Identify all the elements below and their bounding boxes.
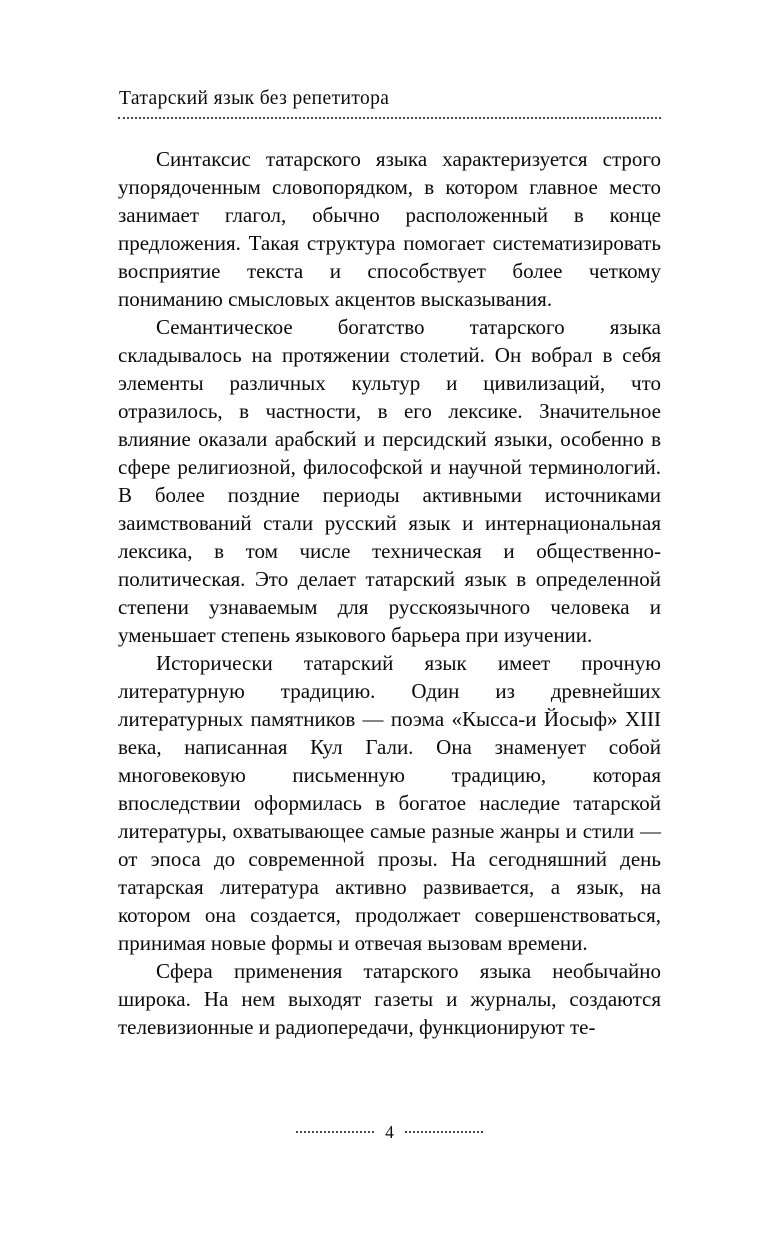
footer-dots-right (405, 1131, 483, 1133)
paragraph-semantics: Семантическое богатство татарского языка складывалось на протяжении столетий. Он вобрал в себя элементы различных культур и цивилизаций, что отразилось, в частности, в его лексике. Значительное влияние оказали арабский и персидский языки, особенно в сфере религиозной, философской и научной терминологий. В более поздние периоды активными источниками заимствований стали русский язык и интернациональная лексика, в том числе техническая и общественно-политическая. Это делает татарский язык в определенной степени узнаваемым для русскоязычного человека и уменьшает степень языкового барьера при изучении. (118, 315, 661, 647)
header-title: Татарский язык без репетитора (119, 88, 390, 109)
page-body (118, 145, 661, 1041)
running-header (118, 88, 661, 119)
paragraph-syntax: Синтаксис татарского языка характеризуется строго упорядоченным словопорядком, в котором главное место занимает глагол, обычно расположенный в конце предложения. Такая структура помогает систематизировать восприятие текста и способствует более четкому пониманию смысловых акцентов высказывания. (118, 147, 661, 311)
header-dotted-rule (118, 117, 661, 119)
page-number: 4 (385, 1122, 394, 1142)
text-column (118, 88, 661, 1041)
page-footer (118, 1122, 661, 1143)
paragraph-usage-sphere: Сфера применения татарского языка необычайно широка. На нем выходят газеты и журналы, создаются телевизионные и радиопередачи, функционируют те- (118, 959, 661, 1039)
paragraph-literary-tradition: Исторически татарский язык имеет прочную литературную традицию. Один из древнейших литературных памятников — поэма «Кысса-и Йосыф» XIII века, написанная Кул Гали. Она знаменует собой многовековую письменную традицию, которая впоследствии оформилась в богатое наследие татарской литературы, охватывающее самые разные жанры и стили — от эпоса до современной прозы. На сегодняшний день татарская литература активно развивается, а язык, на котором она создается, продолжает совершенствоваться, принимая новые формы и отвечая вызовам времени. (118, 651, 661, 955)
footer-dots-left (296, 1131, 374, 1133)
